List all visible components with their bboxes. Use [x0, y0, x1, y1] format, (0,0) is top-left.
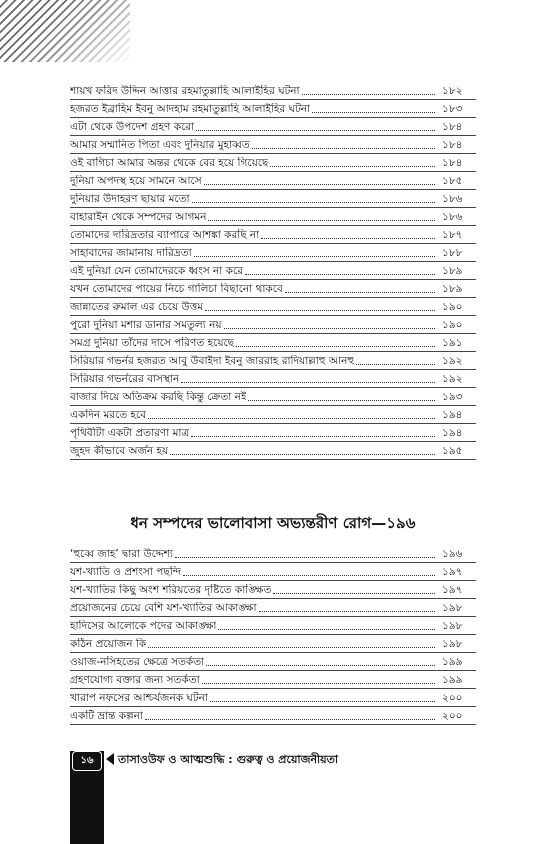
toc-page-number: ১৯৯ — [442, 674, 463, 686]
toc-page-number: ১৯৩ — [442, 391, 463, 403]
toc-row — [70, 707, 476, 725]
dot-leader — [175, 557, 435, 558]
toc-title: একটি ভ্রান্ত কল্পনা — [70, 710, 143, 722]
toc-title: হজরত ইব্রাহিম ইবনু আদহাম রহমাতুল্লাহি আলাইহির ঘটনা — [70, 103, 311, 115]
toc-row — [70, 388, 476, 406]
dot-leader — [312, 112, 435, 113]
toc-title: খারাপ নফসের আশ্চর্যজনক ঘটনা — [70, 692, 208, 704]
toc-title: জুহদ কীভাবে অর্জন হয় — [70, 445, 169, 457]
toc-list-part1 — [70, 82, 476, 460]
dot-leader — [270, 166, 435, 167]
dot-leader — [196, 130, 435, 131]
toc-title: আমার সম্মানিত পিতা এবং দুনিয়ার মুহাব্বত — [70, 139, 250, 151]
section-heading: ধন সম্পদের ভালোবাসা অভ্যন্তরীণ রোগ—১৯৬ — [130, 514, 416, 532]
toc-title: বাজার দিয়ে অতিক্রম করছি কিন্তু ক্রেতা নই — [70, 391, 247, 403]
toc-row — [70, 208, 476, 226]
dot-leader — [224, 328, 435, 329]
toc-row — [70, 154, 476, 172]
toc-row — [70, 100, 476, 118]
toc-title: একদিন মরতে হবে — [70, 409, 147, 421]
toc-row — [70, 563, 476, 581]
dot-leader — [236, 346, 435, 347]
toc-title: জান্নাতের রুমাল এর চেয়ে উত্তম — [70, 301, 204, 313]
toc-title: যশ-খ্যাতির কিছু অংশ শরিয়তের দৃষ্টিতে কাঙ্ক্ষিত — [70, 584, 272, 596]
toc-page-number: ১৯০ — [442, 301, 463, 313]
toc-row — [70, 581, 476, 599]
toc-page-number: ১৮২ — [442, 85, 463, 97]
dot-leader — [183, 575, 435, 576]
toc-row — [70, 298, 476, 316]
dot-leader — [218, 629, 435, 630]
dot-leader — [302, 94, 435, 95]
dot-leader — [210, 701, 435, 702]
dot-leader — [181, 382, 435, 383]
toc-row — [70, 316, 476, 334]
dot-leader — [356, 364, 435, 365]
toc-row — [70, 82, 476, 100]
dot-leader — [194, 256, 435, 257]
dot-leader — [148, 418, 435, 419]
toc-page-number: ১৯৪ — [442, 427, 463, 439]
toc-title: দুনিয়ার উদাহরণ ছায়ার মতো — [70, 193, 190, 205]
dot-leader — [208, 220, 435, 221]
dot-leader — [145, 719, 435, 720]
toc-row — [70, 406, 476, 424]
toc-page-number: ১৯৭ — [442, 566, 463, 578]
toc-row — [70, 635, 476, 653]
decorative-hatch — [0, 0, 130, 62]
toc-title: সিরিয়ার গভর্নরের বাসস্থান — [70, 373, 180, 385]
toc-row — [70, 334, 476, 352]
triangle-left-icon — [106, 753, 114, 765]
toc-title: ওয়াজ-নসিহতের ক্ষেত্রে সতর্কতা — [70, 656, 205, 668]
toc-title: বাহারাইন থেকে সম্পদের আগমন — [70, 211, 207, 223]
toc-page-number: ১৯১ — [442, 337, 463, 349]
toc-page-number: ১৯০ — [442, 319, 463, 331]
toc-title: সাহাবাদের জামানায় দারিদ্রতা — [70, 247, 192, 259]
toc-title: এই দুনিয়া যেন তোমাদেরকে ধ্বংস না করে — [70, 265, 243, 277]
toc-row — [70, 653, 476, 671]
toc-page-number: ১৮৭ — [442, 229, 463, 241]
dot-leader — [248, 400, 435, 401]
toc-title: যখন তোমাদের পায়ের নিচে গালিচা বিছানো থাকবে — [70, 283, 283, 295]
dot-leader — [261, 238, 435, 239]
running-footer-title: তাসাওউফ ও আত্মশুদ্ধি : গুরুত্ব ও প্রয়োজনীয়তা — [118, 753, 339, 766]
toc-row — [70, 190, 476, 208]
toc-page-number: ১৮৯ — [442, 265, 463, 277]
toc-title: পৃথিবীটা একটা প্রতারণা মাত্র — [70, 427, 190, 439]
toc-row — [70, 118, 476, 136]
dot-leader — [245, 274, 435, 275]
toc-title: হাদিসের আলোকে পদের আকাঙ্ক্ষা — [70, 620, 217, 632]
dot-leader — [170, 454, 435, 455]
toc-title: এটা থেকে উপদেশ গ্রহণ করো — [70, 121, 195, 133]
dot-leader — [205, 310, 435, 311]
toc-page-number: ১৮৪ — [442, 121, 463, 133]
toc-row — [70, 262, 476, 280]
dot-leader — [206, 665, 435, 666]
toc-title: গ্রহণযোগ্য বক্তার জন্য সতর্কতা — [70, 674, 200, 686]
toc-title: কঠিন প্রয়োজন কি — [70, 638, 147, 650]
toc-page-number: ২০০ — [442, 710, 463, 722]
dot-leader — [285, 292, 435, 293]
toc-page-number: ১৮৫ — [442, 175, 463, 187]
toc-title: যশ-খ্যাতি ও প্রশংসা পছন্দি — [70, 566, 182, 578]
toc-row — [70, 545, 476, 563]
toc-row — [70, 172, 476, 190]
toc-page-number: ১৯৮ — [442, 620, 463, 632]
toc-page-number: ১৮৪ — [442, 139, 463, 151]
toc-title: সিরিয়ার গভর্নর হজরত আবু উবাইদা ইবনু জাররাহ রাদিয়াল্লাহু আনহু — [70, 355, 355, 367]
toc-page-number: ১৮৪ — [442, 157, 463, 169]
toc-row — [70, 370, 476, 388]
toc-row — [70, 280, 476, 298]
toc-title: ‘হুব্বে জাহ’ দ্বারা উদ্দেশ্য — [70, 548, 173, 560]
toc-title: দুনিয়া অপদস্থ হয়ে সামনে আসে — [70, 175, 202, 187]
dot-leader — [191, 436, 435, 437]
toc-row — [70, 352, 476, 370]
toc-row — [70, 424, 476, 442]
toc-page-number: ১৯৪ — [442, 409, 463, 421]
toc-page-number: ১৯৮ — [442, 602, 463, 614]
dot-leader — [252, 148, 435, 149]
toc-row — [70, 226, 476, 244]
dot-leader — [259, 611, 435, 612]
toc-title: সমগ্র দুনিয়া তাঁদের দাসে পরিণত হয়েছে — [70, 337, 235, 349]
toc-row — [70, 244, 476, 262]
toc-row — [70, 442, 476, 460]
toc-page-number: ১৯২ — [442, 373, 463, 385]
toc-list-part2 — [70, 545, 476, 725]
toc-page-number: ১৯৯ — [442, 656, 463, 668]
page-number-badge: ১৬ — [72, 751, 102, 771]
toc-page-number: ২০০ — [442, 692, 463, 704]
toc-title: শায়খ ফরিদ উদ্দিন আত্তার রহমাতুল্লাহি আলাইহির ঘটনা — [70, 85, 300, 97]
dot-leader — [204, 184, 435, 185]
toc-page-number: ১৮৮ — [442, 247, 463, 259]
dot-leader — [148, 647, 435, 648]
toc-page-number: ১৮৯ — [442, 283, 463, 295]
dot-leader — [273, 593, 435, 594]
toc-page-number: ১৯৬ — [442, 548, 463, 560]
toc-title: পুরো দুনিয়া মশার ডানার সমতুল্য নয় — [70, 319, 222, 331]
toc-page-number: ১৯৭ — [442, 584, 463, 596]
toc-title: তোমাদের দারিদ্রতার ব্যাপারে আশঙ্কা করছি না — [70, 229, 260, 241]
toc-row — [70, 599, 476, 617]
dot-leader — [202, 683, 435, 684]
toc-page-number: ১৮৩ — [442, 103, 463, 115]
toc-page-number: ১৯২ — [442, 355, 463, 367]
toc-page-number: ১৮৬ — [442, 193, 463, 205]
toc-page-number: ১৯৮ — [442, 638, 463, 650]
toc-page-number: ১৮৬ — [442, 211, 463, 223]
toc-row — [70, 136, 476, 154]
toc-page-number: ১৯৫ — [442, 445, 463, 457]
toc-row — [70, 689, 476, 707]
toc-title: প্রয়োজনের চেয়ে বেশি যশ-খ্যাতির আকাঙ্ক্ষা — [70, 602, 257, 614]
toc-row — [70, 671, 476, 689]
dot-leader — [192, 202, 435, 203]
toc-row — [70, 617, 476, 635]
toc-title: ওই বাগিচা আমার অন্তর থেকে বের হয়ে গিয়েছে — [70, 157, 269, 169]
